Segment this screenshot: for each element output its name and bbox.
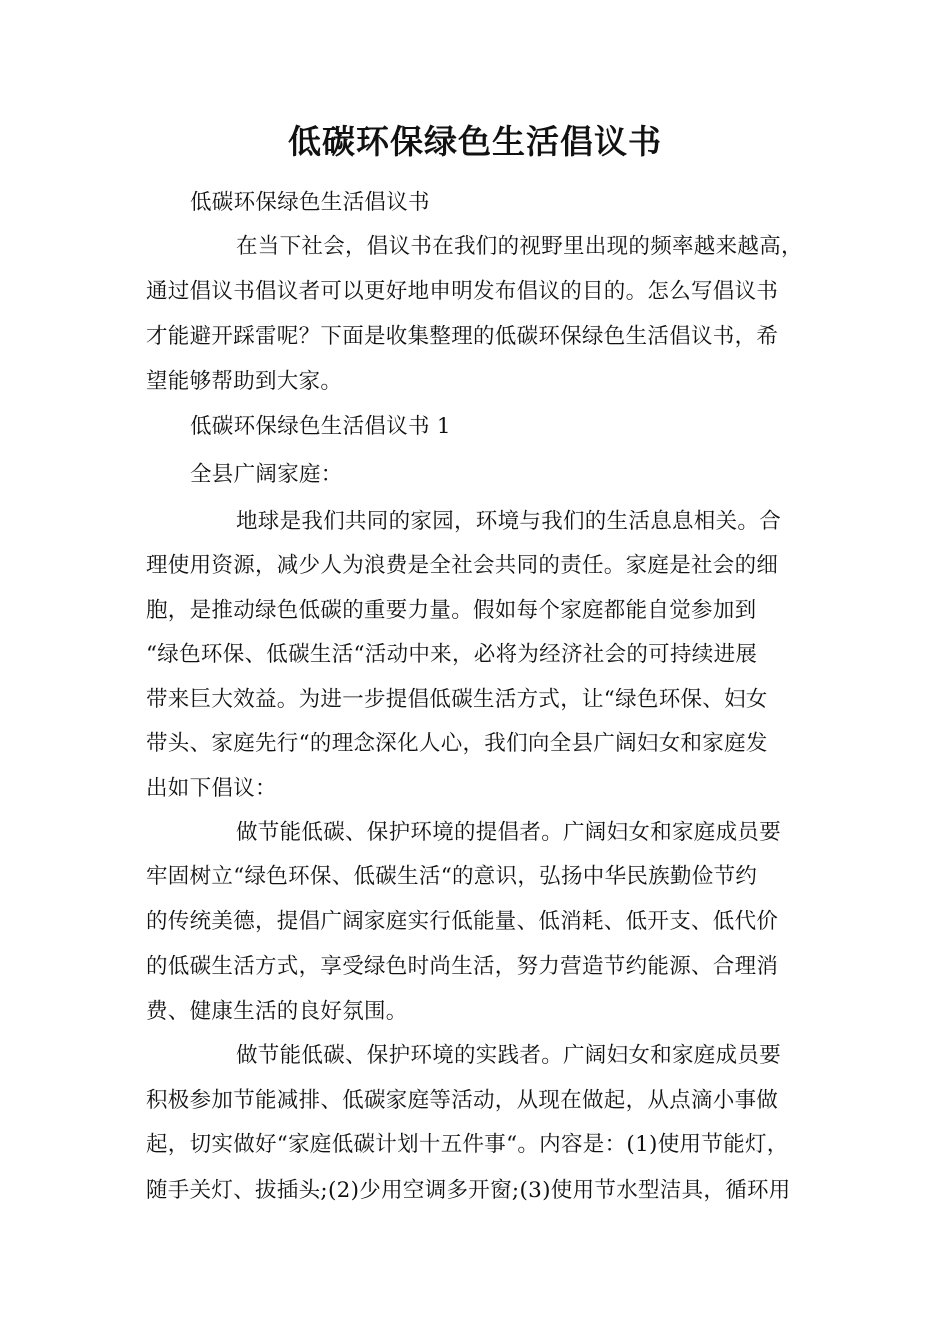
paragraph-line: 牢固树立“绿色环保、低碳生活“的意识，弘扬中华民族勤俭节约	[146, 864, 758, 889]
section-heading: 低碳环保绿色生活倡议书 1	[190, 414, 451, 439]
paragraph-line: 随手关灯、拔插头;(2)少用空调多开窗;(3)使用节水型洁具，循环用	[146, 1178, 791, 1203]
paragraph-line: 才能避开踩雷呢？下面是收集整理的低碳环保绿色生活倡议书，希	[146, 324, 779, 349]
paragraph-line: 带头、家庭先行“的理念深化人心，我们向全县广阔妇女和家庭发	[146, 731, 768, 756]
paragraph-line: “绿色环保、低碳生活“活动中来，必将为经济社会的可持续进展	[146, 642, 758, 667]
document-title: 低碳环保绿色生活倡议书	[288, 122, 662, 161]
paragraph-line: 的低碳生活方式，享受绿色时尚生活，努力营造节约能源、合理消	[146, 954, 779, 979]
paragraph-line: 通过倡议书倡议者可以更好地申明发布倡议的目的。怎么写倡议书	[146, 279, 779, 304]
paragraph-line: 起，切实做好“家庭低碳计划十五件事“。内容是：(1)使用节能灯，	[146, 1132, 789, 1157]
paragraph-line: 地球是我们共同的家园，环境与我们的生活息息相关。合	[236, 509, 782, 534]
salutation-line: 全县广阔家庭：	[190, 462, 343, 487]
paragraph-line: 做节能低碳、保护环境的实践者。广阔妇女和家庭成员要	[236, 1043, 782, 1068]
paragraph-line: 胞，是推动绿色低碳的重要力量。假如每个家庭都能自觉参加到	[146, 598, 757, 623]
paragraph-line: 的传统美德，提倡广阔家庭实行低能量、低消耗、低开支、低代价	[146, 909, 779, 934]
paragraph-line: 做节能低碳、保护环境的提倡者。广阔妇女和家庭成员要	[236, 820, 782, 845]
subtitle-line: 低碳环保绿色生活倡议书	[190, 190, 430, 215]
paragraph-line: 出如下倡议：	[146, 776, 277, 801]
paragraph-line: 带来巨大效益。为进一步提倡低碳生活方式，让“绿色环保、妇女	[146, 687, 768, 712]
paragraph-line: 理使用资源，减少人为浪费是全社会共同的责任。家庭是社会的细	[146, 553, 779, 578]
paragraph-line: 望能够帮助到大家。	[146, 369, 343, 394]
paragraph-line: 积极参加节能减排、低碳家庭等活动，从现在做起，从点滴小事做	[146, 1088, 779, 1113]
paragraph-line: 在当下社会，倡议书在我们的视野里出现的频率越来越高，	[236, 234, 803, 259]
paragraph-line: 费、健康生活的良好氛围。	[146, 999, 408, 1024]
